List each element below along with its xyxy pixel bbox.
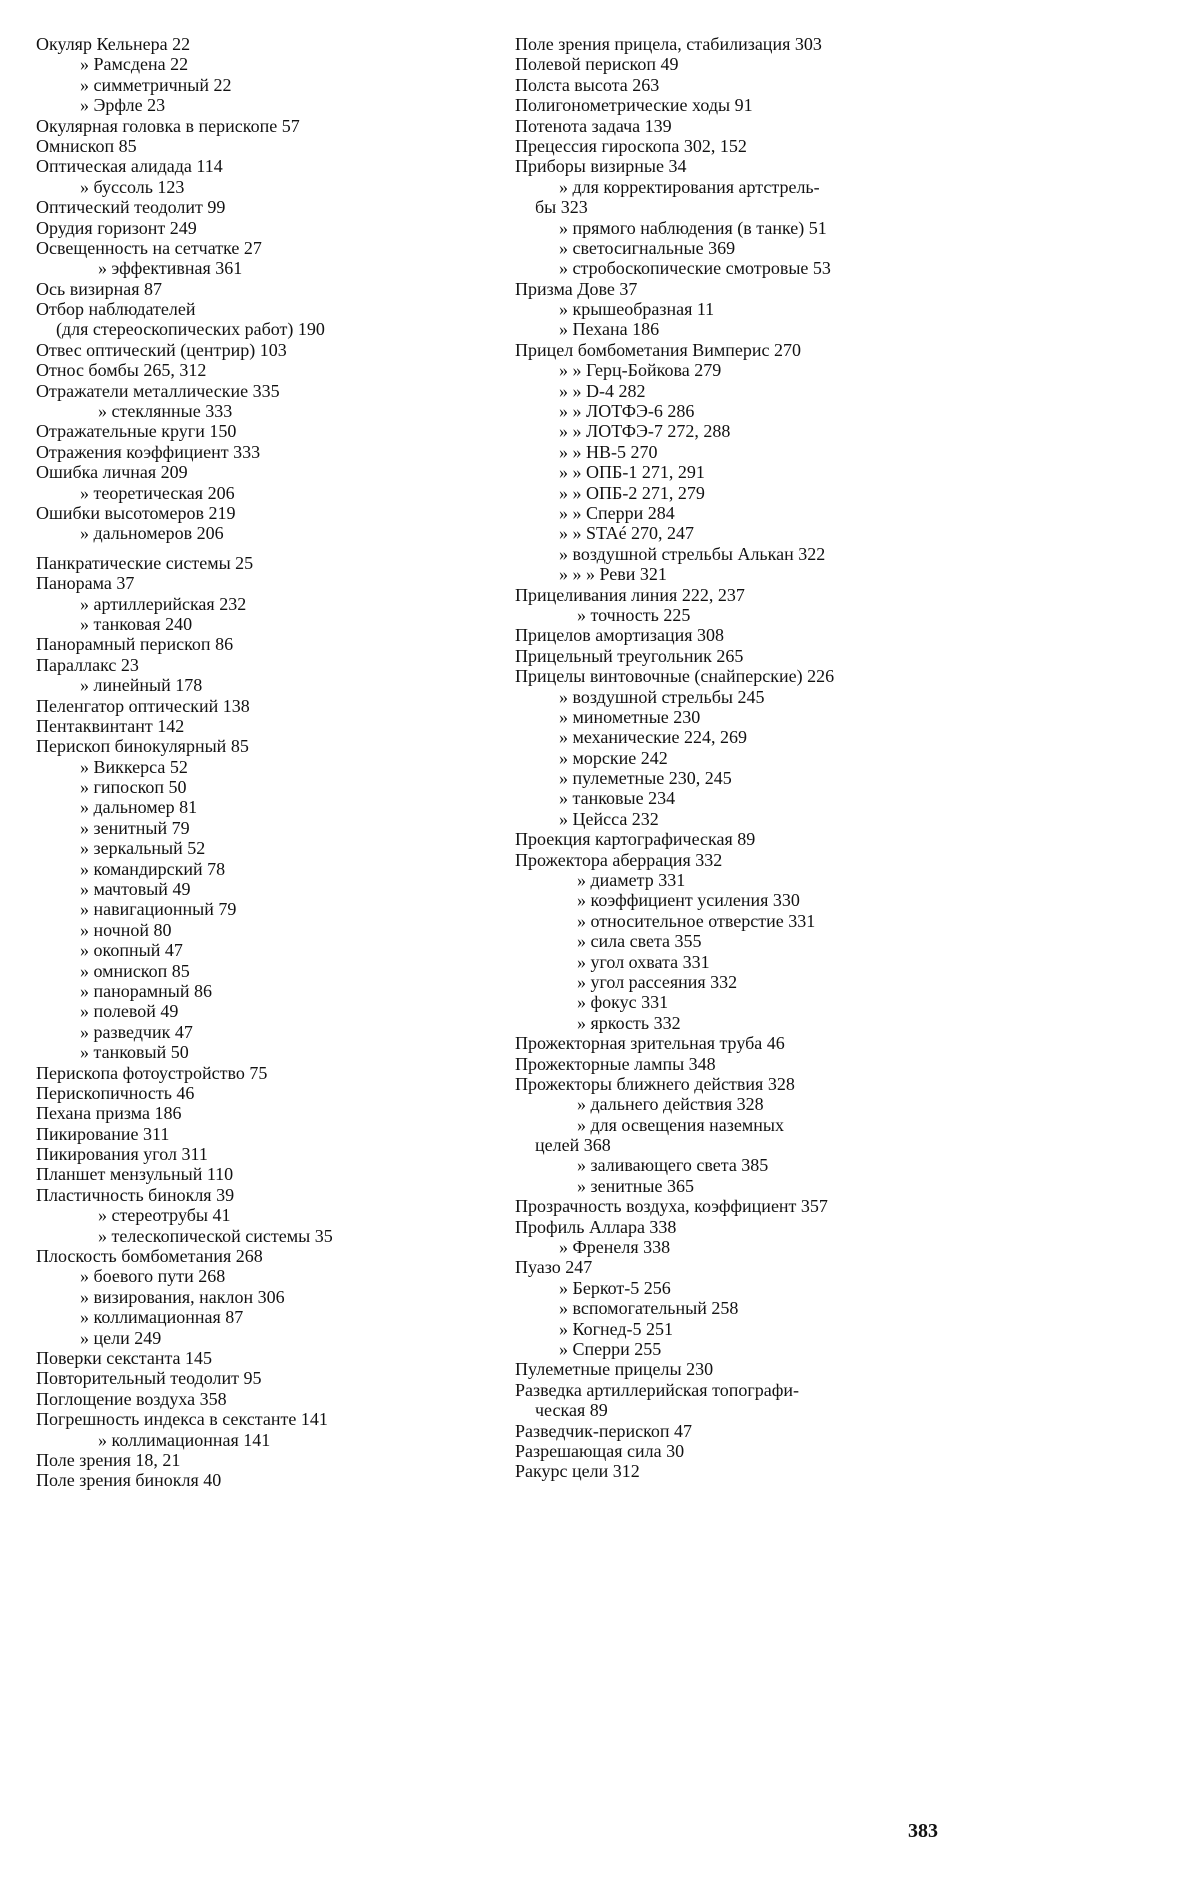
index-entry: Оптический теодолит 99 [36, 197, 226, 218]
index-entry: » морские 242 [559, 747, 668, 768]
index-entry: » крышеобразная 11 [559, 299, 715, 320]
index-entry: » дальнего действия 328 [577, 1094, 764, 1115]
index-entry: » навигационный 79 [80, 899, 237, 920]
index-entry: Освещенность на сетчатке 27 [36, 237, 262, 258]
index-entry: Пикирования угол 311 [36, 1144, 208, 1165]
index-entry: Прецессия гироскопа 302, 152 [515, 135, 747, 156]
index-entry: » » Сперри 284 [559, 502, 675, 523]
index-entry: » » Герц-Бойкова 279 [559, 360, 722, 381]
index-entry: » Цейсса 232 [559, 808, 659, 829]
index-entry: Отвес оптический (центрир) 103 [36, 339, 287, 360]
index-entry: » Виккерса 52 [80, 756, 188, 777]
index-entry: » » НВ-5 270 [559, 441, 658, 462]
index-entry: » буссоль 123 [80, 176, 185, 197]
index-entry: » » ОПБ-2 271, 279 [559, 482, 705, 503]
index-entry: » воздушной стрельбы Алькан 322 [559, 543, 826, 564]
index-entry: Повторительный теодолит 95 [36, 1368, 262, 1389]
index-entry: Разведчик-перископ 47 [515, 1420, 693, 1441]
index-entry: » » STAé 270, 247 [559, 523, 695, 544]
index-entry: » фокус 331 [577, 992, 669, 1013]
index-entry: » относительное отверстие 331 [577, 910, 816, 931]
index-entry: » танковая 240 [80, 613, 193, 634]
index-entry: Перископа фотоустройство 75 [36, 1062, 268, 1083]
index-entry: » заливающего света 385 [577, 1155, 769, 1176]
index-entry: Планшет мензульный 110 [36, 1164, 234, 1185]
index-entry: Отражения коэффициент 333 [36, 441, 261, 462]
index-entry: Перископичность 46 [36, 1082, 195, 1103]
index-entry: » точность 225 [577, 604, 691, 625]
index-entry: » линейный 178 [80, 675, 203, 696]
index-entry: » телескопической системы 35 [98, 1225, 333, 1246]
index-entry: » зенитный 79 [80, 817, 190, 838]
index-entry: » Френеля 338 [559, 1237, 671, 1258]
index-entry: Приборы визирные 34 [515, 156, 687, 177]
index-entry: Поверки секстанта 145 [36, 1348, 213, 1368]
index-entry: » воздушной стрельбы 245 [559, 686, 765, 707]
index-entry: Орудия горизонт 249 [36, 217, 197, 238]
index-entry: Прицелы винтовочные (снайперские) 226 [515, 666, 835, 687]
index-entry: Пулеметные прицелы 230 [515, 1359, 714, 1380]
index-entry: Плоскость бомбометания 268 [36, 1246, 263, 1267]
index-entry: Отражатели металлические 335 [36, 380, 280, 401]
index-entry: » Беркот-5 256 [559, 1277, 671, 1298]
index-entry: » дальномер 81 [80, 797, 198, 818]
index-entry: » Сперри 255 [559, 1339, 662, 1359]
index-entry: Прозрачность воздуха, коэффициент 357 [515, 1196, 828, 1217]
index-entry: » ночной 80 [80, 919, 172, 940]
index-entry: Ось визирная 87 [36, 278, 162, 299]
index-entry: » Когнед-5 251 [559, 1318, 674, 1339]
index-entry: Панорама 37 [36, 573, 135, 594]
index-entry: » » ОПБ-1 271, 291 [559, 462, 705, 483]
index-entry: Проекция картографическая 89 [515, 829, 756, 850]
index-entry: Полста высота 263 [515, 74, 660, 95]
index-entry: Прожектора аберрация 332 [515, 849, 723, 870]
index-entry: » сила света 355 [577, 931, 702, 952]
index-entry: » боевого пути 268 [80, 1266, 226, 1287]
index-entry: » омнископ 85 [80, 960, 190, 981]
index-entry: Разрешающая сила 30 [515, 1440, 685, 1461]
index-entry: Омнископ 85 [36, 135, 137, 156]
index-entry: » гипоскоп 50 [80, 777, 187, 798]
index-entry: » для корректирования артстрель- [559, 176, 820, 197]
index-entry: Пуазо 247 [515, 1257, 593, 1278]
index-entry: » дальномеров 206 [80, 523, 224, 544]
index-entry: Панорамный перископ 86 [36, 634, 234, 655]
index-entry: » яркость 332 [577, 1012, 681, 1033]
index-entry: Поле зрения 18, 21 [36, 1449, 181, 1470]
index-entry: » цели 249 [80, 1327, 162, 1348]
index-entry: » теоретическая 206 [80, 482, 235, 503]
index-entry: » коэффициент усиления 330 [577, 890, 800, 911]
index-entry: » минометные 230 [559, 706, 701, 727]
index-entry: Пеленгатор оптический 138 [36, 695, 250, 716]
index-entry: Призма Дове 37 [515, 278, 638, 299]
index-entry: » » ЛОТФЭ-7 272, 288 [559, 421, 731, 442]
index-entry: » вспомогательный 258 [559, 1298, 739, 1319]
index-entry: Потенота задача 139 [515, 115, 672, 136]
index-entry: Разведка артиллерийская топографи- [515, 1379, 800, 1400]
index-entry: Профиль Аллара 338 [515, 1216, 677, 1237]
index-entry: Панкратические системы 25 [36, 552, 254, 573]
index-entry: Окуляр Кельнера 22 [36, 34, 191, 54]
index-entry: » разведчик 47 [80, 1021, 193, 1042]
index-entry: Параллакс 23 [36, 654, 139, 675]
index-entry: Относ бомбы 265, 312 [36, 360, 207, 381]
index-entry: » для освещения наземных [577, 1114, 784, 1135]
index-entry: ческая 89 [535, 1400, 608, 1421]
index-entry: Полевой перископ 49 [515, 54, 679, 75]
index-entry: Прицел бомбометания Вимперис 270 [515, 339, 802, 360]
index-entry: Прицелов амортизация 308 [515, 625, 725, 646]
index-entry: Перископ бинокулярный 85 [36, 736, 249, 757]
index-entry: » Пехана 186 [559, 319, 660, 340]
index-entry: » симметричный 22 [80, 74, 232, 95]
index-entry: » эффективная 361 [98, 258, 243, 279]
index-column-left [36, 34, 516, 1491]
index-entry: Прожекторы ближнего действия 328 [515, 1073, 795, 1094]
index-entry: Прожекторная зрительная труба 46 [515, 1033, 785, 1054]
index-entry: Отражательные круги 150 [36, 421, 237, 442]
index-entry: » Рамсдена 22 [80, 54, 189, 75]
index-entry: Оптическая алидада 114 [36, 156, 223, 177]
index-entry: » танковый 50 [80, 1042, 189, 1063]
index-entry: » визирования, наклон 306 [80, 1286, 285, 1307]
page-number: 383 [908, 1820, 938, 1842]
index-entry: Ошибки высотомеров 219 [36, 502, 236, 523]
index-entry: » зеркальный 52 [80, 838, 206, 859]
index-entry: » угол охвата 331 [577, 951, 710, 972]
index-entry: (для стереоскопических работ) 190 [56, 319, 325, 340]
index-entry: » » » Реви 321 [559, 564, 667, 585]
index-entry: » мачтовый 49 [80, 879, 191, 900]
index-entry: Прожекторные лампы 348 [515, 1053, 716, 1074]
index-entry: Окулярная головка в перископе 57 [36, 115, 300, 136]
index-entry: » пулеметные 230, 245 [559, 768, 732, 789]
index-column-right [515, 34, 945, 1482]
index-entry: Пехана призма 186 [36, 1103, 182, 1124]
index-entry: » » D-4 282 [559, 380, 646, 401]
index-entry: Поле зрения прицела, стабилизация 303 [515, 34, 822, 54]
index-entry: » коллимационная 87 [80, 1307, 244, 1328]
index-entry: » Эрфле 23 [80, 95, 166, 116]
index-entry: целей 368 [535, 1135, 611, 1156]
index-entry: » полевой 49 [80, 1001, 179, 1022]
index-entry: » стеклянные 333 [98, 401, 233, 422]
index-entry: » артиллерийская 232 [80, 593, 247, 614]
index-entry: Пластичность бинокля 39 [36, 1184, 235, 1205]
index-entry: Ошибка личная 209 [36, 462, 188, 483]
index-entry: » стереотрубы 41 [98, 1205, 231, 1226]
index-entry: Погрешность индекса в секстанте 141 [36, 1409, 328, 1430]
index-entry: Поглощение воздуха 358 [36, 1388, 227, 1409]
index-entry: Прицеливания линия 222, 237 [515, 584, 745, 605]
index-entry: Полигонометрические ходы 91 [515, 95, 753, 116]
index-entry: » окопный 47 [80, 940, 183, 961]
index-entry: » стробоскопические смотровые 53 [559, 258, 831, 279]
index-entry: » светосигнальные 369 [559, 237, 736, 258]
index-entry: » угол рассеяния 332 [577, 971, 738, 992]
index-entry: » зенитные 365 [577, 1175, 694, 1196]
index-entry: бы 323 [535, 197, 588, 218]
index-entry: » прямого наблюдения (в танке) 51 [559, 217, 827, 238]
index-entry: Поле зрения бинокля 40 [36, 1470, 222, 1491]
index-entry: Прицельный треугольник 265 [515, 645, 744, 666]
index-entry: » механические 224, 269 [559, 727, 748, 748]
index-entry: » диаметр 331 [577, 870, 686, 891]
index-entry: Пикирование 311 [36, 1123, 170, 1144]
index-entry: » танковые 234 [559, 788, 676, 809]
index-entry: » панорамный 86 [80, 980, 212, 1001]
index-entry: » коллимационная 141 [98, 1429, 271, 1450]
index-entry: » командирский 78 [80, 858, 226, 879]
index-entry: Пентаквинтант 142 [36, 715, 185, 736]
index-entry: » » ЛОТФЭ-6 286 [559, 401, 695, 422]
index-entry: Отбор наблюдателей [36, 299, 196, 320]
index-entry: Ракурс цели 312 [515, 1461, 640, 1482]
